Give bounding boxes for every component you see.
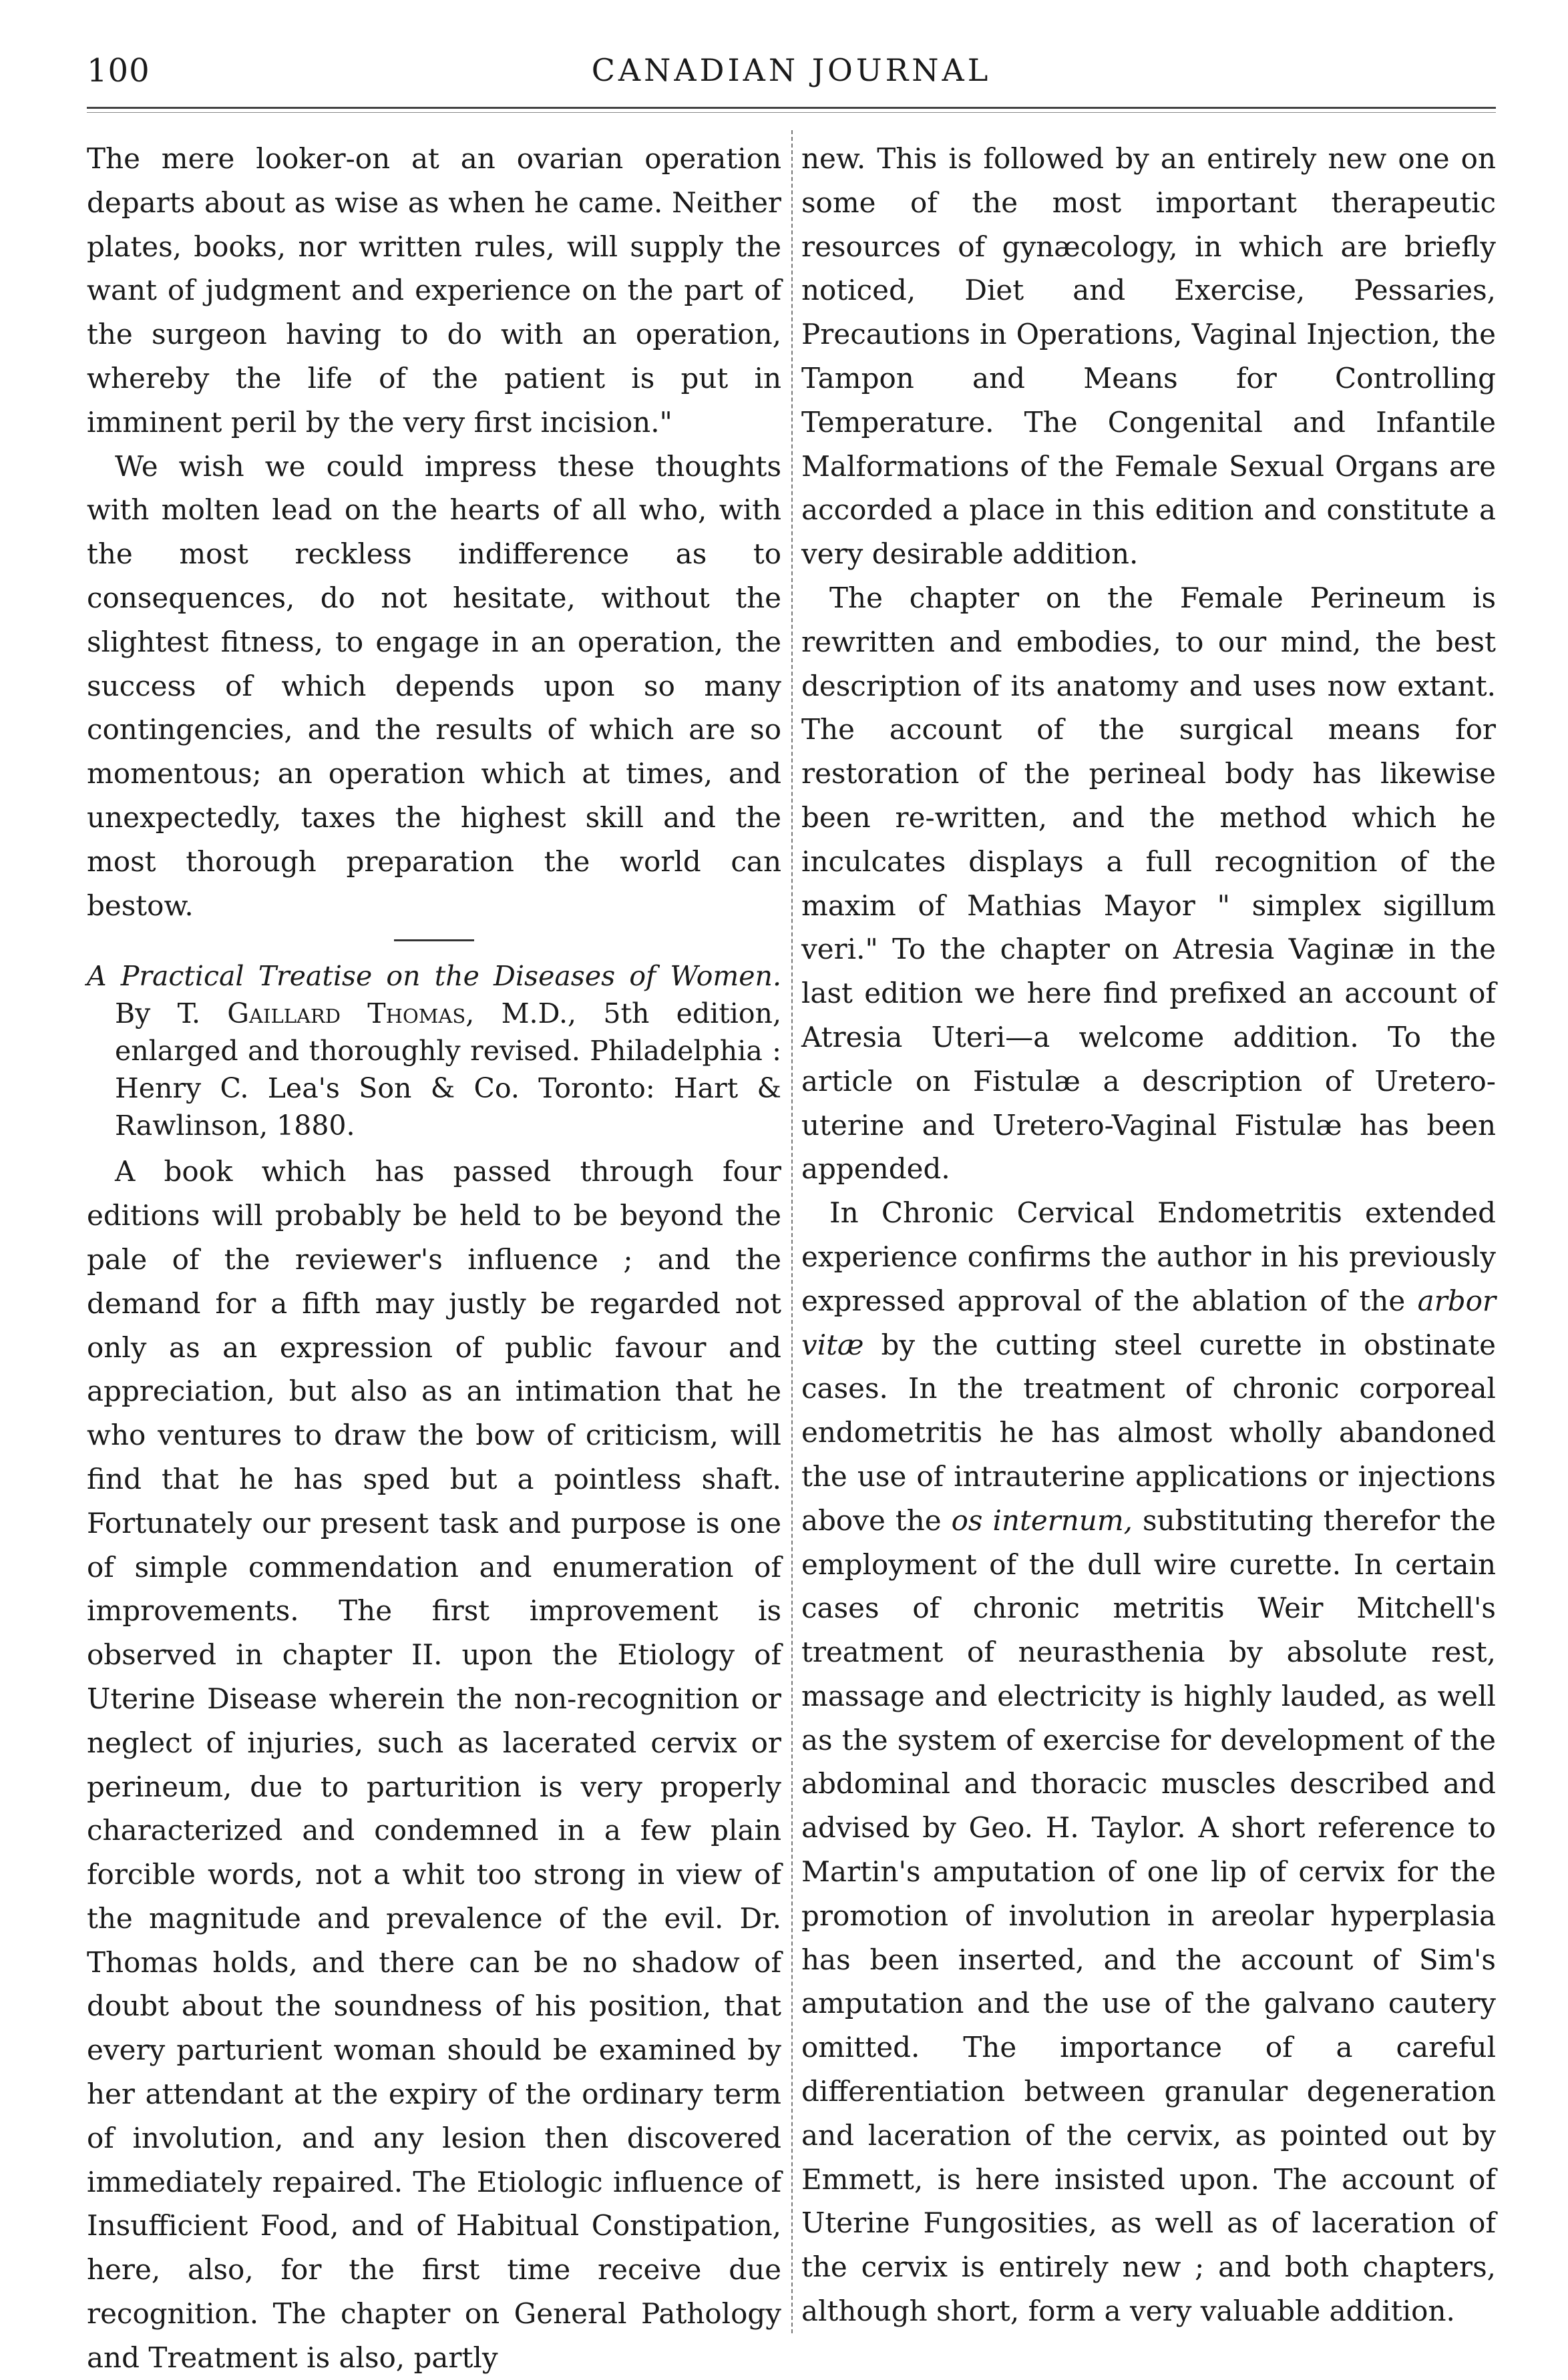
- header-rule-thin: [87, 112, 1496, 113]
- citation-by: By: [115, 997, 151, 1030]
- page-number: 100: [87, 52, 150, 89]
- paragraph-new-chapters: new. This is followed by an entirely new one on some of the most important therapeutic resources of gynæcology, in which are briefly noticed, Diet and Exercise, Pessaries, Precautions in Operations, Vaginal Injection, the Tampon and Means for Controlling Temperature. The Congenital and Infantile Malformations of the Female Sexual Organs are accorded a place in this edition and constitute a very desirable addition.: [801, 142, 1496, 571]
- arbor-vitae-term: arbor vitæ: [801, 1284, 1496, 1361]
- column-divider: [791, 130, 793, 2333]
- journal-title: CANADIAN JOURNAL: [591, 52, 992, 88]
- citation-details: M.D., 5th edition, enlarged and thoroughly revised. Philadelphia : Henry C. Lea's Son & Co. Toronto: Hart & Rawlinson, 1880.: [115, 997, 781, 1142]
- paragraph-molten-lead: We wish we could impress these thoughts with molten lead on the hearts of all who, with the most reckless indifference as to consequences, do not hesitate, without the slightest fitness, to engage in an operation, the success of which depends upon so many contingencies, and the results of which are so momentous; an operation which at times, and unexpectedly, taxes the highest skill and the most thorough preparation the world can bestow.: [87, 449, 781, 922]
- running-head: [87, 47, 1496, 100]
- endometritis-text-c: substituting therefor the employment of the dull wire curette. In certain cases of chronic metritis Weir Mitchell's treatment of neurasthenia by absolute rest, massage and electricity is highly lauded, as well as the system of exercise for development of the abdominal and thoracic muscles described and advised by Geo. H. Taylor. A short reference to Martin's amputation of one lip of cervix for the promotion of involution in areolar hyperplasia has been inserted, and the account of Sim's amputation and the use of the galvano cautery omitted. The importance of a careful differentiation between granular degeneration and laceration of the cervix, as pointed out by Emmett, is here insisted upon. The account of Uterine Fungosities, as well as of laceration of the cervix is entirely new ; and both chapters, although short, form a very valuable addition.: [801, 1503, 1496, 2328]
- left-column: [87, 137, 781, 2380]
- section-separator: [394, 939, 474, 941]
- book-author: T. Gaillard Thomas,: [177, 997, 475, 1030]
- os-internum-term: os internum,: [951, 1503, 1133, 1537]
- paragraph-endometritis: [801, 1191, 1496, 2333]
- paragraph-review-intro: A book which has passed through four editions will probably be held to be beyond the pale of the reviewer's influence ; and the demand for a fifth may justly be regarded not only as an expression of public favour and appreciation, but also as an intimation that he who ventures to draw the bow of criticism, will find that he has sped but a pointless shaft. Fortunately our present task and purpose is one of simple commendation and enumeration of improvements. The first improvement is observed in chapter II. upon the Etiology of Uterine Disease wherein the non-recognition or neglect of injuries, such as lacerated cervix or perineum, due to parturition is very properly characterized and condemned in a few plain forcible words, not a whit too strong in view of the magnitude and prevalence of the evil. Dr. Thomas holds, and there can be no shadow of doubt about the soundness of his position, that every parturient woman should be examined by her attendant at the expiry of the ordinary term of involution, and any lesion then discovered immediately repaired. The Etiologic influence of Insufficient Food, and of Habitual Constipation, here, also, for the first time receive due recognition. The chapter on General Pathology and Treatment is also, partly: [87, 1155, 781, 2374]
- right-column: [801, 137, 1496, 2333]
- book-citation: [87, 957, 781, 1144]
- paragraph-ovarian-operation: The mere looker-on at an ovarian operation departs about as wise as when he came. Neither plates, books, nor written rules, will supply the want of judgment and experience on the part of the surgeon having to do with an operation, whereby the life of the patient is put in imminent peril by the very first incision.": [87, 142, 781, 439]
- endometritis-text-b: by the cutting steel curette in obstinate cases. In the treatment of chronic corporeal endometritis he has almost wholly abandoned the use of intrauterine applications or injections above the: [801, 1328, 1497, 1537]
- paragraph-female-perineum: The chapter on the Female Perineum is rewritten and embodies, to our mind, the best description of its anatomy and uses now extant. The account of the surgical means for restoration of the perineal body has likewise been re-written, and the method which he inculcates displays a full recognition of the maxim of Mathias Mayor " simplex sigillum veri." To the chapter on Atresia Vaginæ in the last edition we here find prefixed an account of Atresia Uteri—a welcome addition. To the article on Fistulæ a description of Uretero-uterine and Uretero-Vaginal Fistulæ has been appended.: [801, 581, 1496, 1186]
- endometritis-text-a: In Chronic Cervical Endometritis extended experience confirms the author in his previously expressed approval of the ablation of the: [801, 1196, 1496, 1317]
- header-rule: [87, 107, 1496, 109]
- book-title: A Practical Treatise on the Diseases of Women.: [87, 960, 781, 993]
